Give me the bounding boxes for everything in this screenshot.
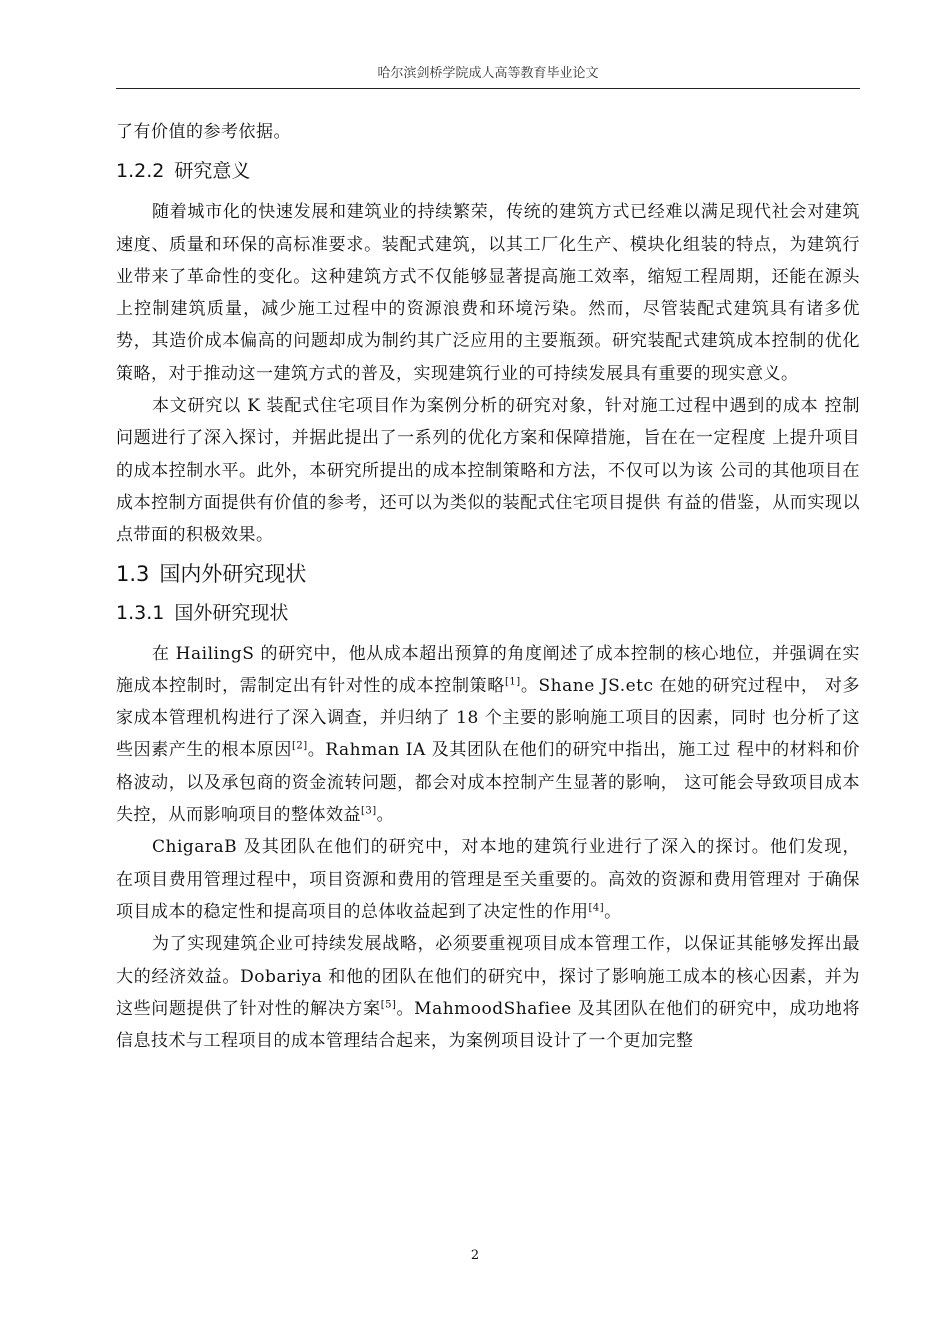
citation-ref: [2] (291, 740, 308, 752)
text-run: 在 HailingS 的研究中，他从成本超出预算的角度阐述了成本控制的核心地位，并强调在实施成本控制时，需制定出有针对性的成本控制策略 (116, 643, 860, 696)
body-paragraph (116, 638, 860, 832)
text-run: 。 (604, 901, 622, 922)
page-header: 哈尔滨剑桥学院成人高等教育毕业论文 (377, 66, 599, 81)
document-body (116, 116, 860, 1057)
body-paragraph (116, 831, 860, 928)
body-paragraph (116, 116, 860, 148)
text-run: ChigaraB 及其团队在他们的研究中，对本地的建筑行业进行了深入的探讨。他们发现， 在项目费用管理过程中，项目资源和费用的管理是至关重要的。高效的资源和费用管理对 于确保项目成本的稳定性和提高项目的总体收益起到了决定性的作用 (116, 837, 860, 922)
citation-ref: [4] (588, 902, 605, 914)
text-run: 。 (376, 805, 395, 826)
text-run: 为了实现建筑企业可持续发展战略，必须要重视项目成本管理工作，以保证其能够发挥出最大的经济效益。Dobariya 和他的团队在他们的研究中，探讨了影响施工成本的核心因素，并为这些问题提供了针对性的解决方案 (116, 934, 860, 1019)
page-number: 2 (470, 1248, 480, 1263)
subsection-heading (116, 598, 860, 628)
citation-ref: [1] (504, 676, 521, 688)
text-run: 。Rahman IA 及其团队在他们的研究中指出，施工过 程中的材料和价格波动，以及承包商的资金流转问题，都会对成本控制产生显著的影响， 这可能会导致项目成本失控，从而影响项目的整体效益 (116, 740, 861, 826)
body-paragraph (116, 928, 860, 1057)
heading-title: 国内外研究现状 (159, 561, 307, 586)
heading-number: 1.2.2 (116, 160, 165, 183)
text-run: 了有价值的参考依据。 (116, 122, 291, 142)
text-run: 。Shane JS.etc 在她的研究过程中， 对多家成本管理机构进行了深入调查，并归纳了 18 个主要的影响施工项目的因素，同时 也分析了这些因素产生的根本原因 (116, 675, 860, 761)
citation-ref: [3] (361, 805, 377, 817)
header-divider (116, 88, 860, 89)
citation-ref: [5] (380, 999, 397, 1011)
body-paragraph (116, 390, 860, 551)
section-heading (116, 558, 860, 590)
text-run: 本文研究以 K 装配式住宅项目作为案例分析的研究对象，针对施工过程中遇到的成本 控制问题进行了深入探讨，并据此提出了一系列的优化方案和保障措施，旨在在一定程度 上提升项目的成本控制水平。此外，本研究所提出的成本控制策略和方法，不仅可以为该 公司的其他项目在成本控制方面提供有价值的参考，还可以为类似的装配式住宅项目提供 有益的借鉴，从而实现以点带面的积极效果。 (116, 396, 860, 546)
text-run: 随着城市化的快速发展和建筑业的持续繁荣，传统的建筑方式已经难以满足现代社会对建筑速度、质量和环保的高标准要求。装配式建筑，以其工厂化生产、模块化组装的特点，为建筑行业带来了革命性的变化。这种建筑方式不仅能够显著提高施工效率，缩短工程周期，还能在源头上控制建筑质量，减少施工过程中的资源浪费和环境污染。然而，尽管装配式建筑具有诸多优势，其造价成本偏高的问题却成为制约其广泛应用的主要瓶颈。研究装配式建筑成本控制的优化策略，对于推动这一建筑方式的普及，实现建筑行业的可持续发展具有重要的现实意义。 (116, 202, 860, 384)
heading-number: 1.3 (116, 561, 150, 586)
heading-title: 国外研究现状 (174, 601, 289, 624)
heading-number: 1.3.1 (116, 601, 165, 624)
heading-title: 研究意义 (174, 160, 251, 183)
subsection-heading (116, 156, 860, 186)
body-paragraph (116, 196, 860, 390)
text-run: 。MahmoodShafiee 及其团队在他们的研究中，成功地将信息技术与工程项目的成本管理结合起来，为案例项目设计了一个更加完整 (116, 998, 860, 1052)
